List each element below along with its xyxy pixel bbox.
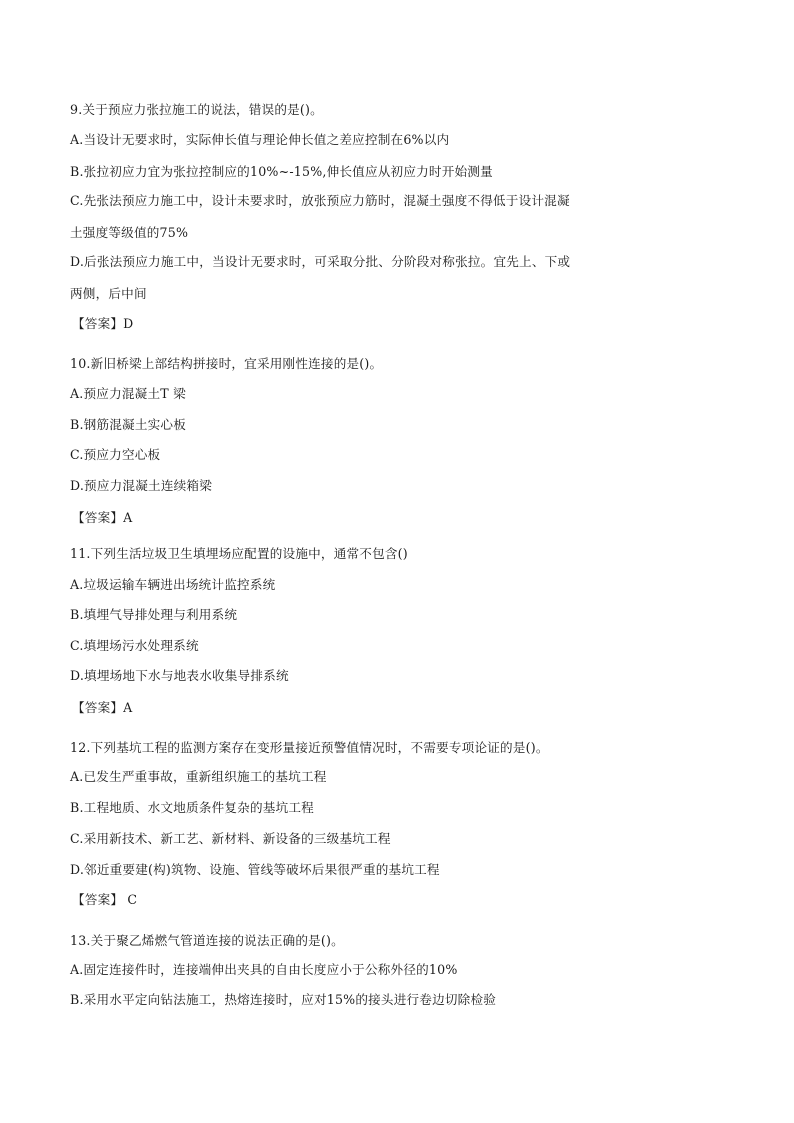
question-9-option-d: D.后张法预应力施工中，当设计无要求时，可采取分批、分阶段对称张拉。宜先上、下或 [70, 254, 571, 269]
question-9-option-c: C.先张法预应力施工中，设计未要求时，放张预应力筋时，混凝土强度不得低于设计混凝 [70, 193, 570, 208]
question-10-option-c: C.预应力空心板 [70, 447, 161, 462]
question-11-stem: 11.下列生活垃圾卫生填埋场应配置的设施中，通常不包含() [70, 546, 408, 561]
question-11-option-a: A.垃圾运输车辆进出场统计监控系统 [70, 577, 276, 592]
question-11-option-c: C.填埋场污水处理系统 [70, 638, 199, 653]
question-10-option-a: A.预应力混凝土T 梁 [70, 386, 186, 401]
question-10-stem: 10.新旧桥梁上部结构拼接时，宜采用刚性连接的是()。 [70, 356, 383, 371]
question-9-option-a: A.当设计无要求时，实际伸长值与理论伸长值之差应控制在6%以内 [70, 132, 450, 147]
question-10-option-b: B.钢筋混凝土实心板 [70, 417, 187, 432]
question-13-option-b: B.采用水平定向钻法施工，热熔连接时，应对15%的接头进行卷边切除检验 [70, 992, 497, 1007]
question-12-option-c: C.采用新技术、新工艺、新材料、新设备的三级基坑工程 [70, 831, 391, 846]
question-12-answer: 【答案】 C [72, 892, 138, 907]
question-9-option-d-continued: 两侧，后中间 [70, 286, 147, 301]
question-10-option-d: D.预应力混凝土连续箱梁 [70, 478, 212, 493]
question-9-option-c-continued: 土强度等级值的75% [70, 225, 189, 240]
question-12-option-a: A.已发生严重事故，重新组织施工的基坑工程 [70, 769, 327, 784]
question-12-stem: 12.下列基坑工程的监测方案存在变形量接近预警值情况时，不需要专项论证的是()。 [70, 740, 549, 755]
question-11-option-d: D.填埋场地下水与地表水收集导排系统 [70, 668, 289, 683]
question-12-option-b: B.工程地质、水文地质条件复杂的基坑工程 [70, 800, 314, 815]
question-12-option-d: D.邻近重要建(构)筑物、设施、管线等破坏后果很严重的基坑工程 [70, 862, 440, 877]
question-13-option-a: A.固定连接件时，连接端伸出夹具的自由长度应小于公称外径的10% [70, 962, 458, 977]
question-13-stem: 13.关于聚乙烯燃气管道连接的说法正确的是()。 [70, 933, 344, 948]
question-11-answer: 【答案】A [72, 700, 133, 715]
question-9-stem: 9.关于预应力张拉施工的说法，错误的是()。 [70, 102, 323, 117]
question-11-option-b: B.填埋气导排处理与利用系统 [70, 607, 238, 622]
question-10-answer: 【答案】A [72, 510, 133, 525]
question-9-answer: 【答案】D [72, 316, 134, 331]
question-9-option-b: B.张拉初应力宜为张拉控制应的10%~-15%,伸长值应从初应力时开始测量 [70, 164, 493, 179]
